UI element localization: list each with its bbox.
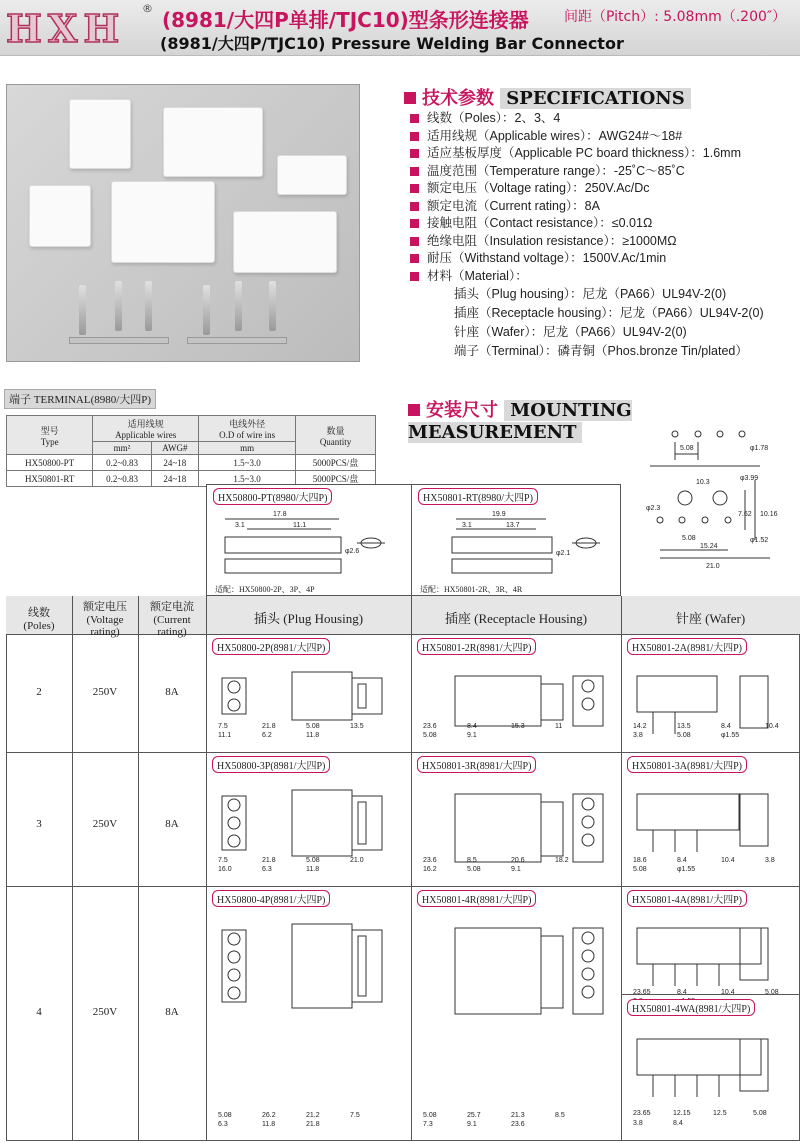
th-wires: 适用线规 Applicable wires bbox=[93, 416, 199, 442]
dim-label: 15.3 bbox=[511, 723, 525, 730]
plug-part-tag: HX50800-2P(8981/大四P) bbox=[212, 638, 330, 655]
dim-label: 7.3 bbox=[423, 1121, 433, 1128]
dim-label: 13.5 bbox=[677, 723, 691, 730]
receptacle-part-tag: HX50801-2R(8981/大四P) bbox=[417, 638, 536, 655]
plug-diagram bbox=[210, 654, 407, 750]
bullet-icon bbox=[410, 254, 419, 263]
receptacle-drawing-cell bbox=[411, 886, 621, 1141]
terminal-pt-note: 适配：HX50800-2P、3P、4P bbox=[215, 585, 315, 594]
plug-drawing-cell bbox=[206, 886, 411, 1141]
housing-photo-3 bbox=[277, 155, 347, 195]
receptacle-part-tag: HX50801-4R(8981/大四P) bbox=[417, 890, 536, 907]
wafer-part-tag: HX50801-2A(8981/大四P) bbox=[627, 638, 747, 655]
mounting-heading: 安装尺寸 MOUNTING MEASUREMENT bbox=[408, 400, 632, 443]
terminal-pin-photo bbox=[235, 281, 242, 331]
terminal-tag: 端子 TERMINAL(8980/大四P) bbox=[4, 389, 156, 409]
dim-label: 5.08 bbox=[677, 732, 691, 739]
plug-diagram bbox=[210, 906, 407, 1139]
table-row: HX50800-PT 0.2~0.83 24~18 1.5~3.0 5000PCS/盘 bbox=[7, 455, 376, 471]
dim-label: 3.1 bbox=[235, 522, 245, 529]
brand-logo: HXH bbox=[6, 6, 126, 51]
bullet-icon bbox=[410, 272, 419, 281]
th-current: 额定电流 (Current rating) bbox=[150, 601, 194, 638]
dim-label: 8.5 bbox=[555, 1112, 565, 1119]
pitch-value: 5.08mm（.200″） bbox=[663, 9, 787, 25]
pitch-info bbox=[564, 6, 786, 26]
dim-label: 16.2 bbox=[423, 866, 437, 873]
pcb-dim: 7.62 bbox=[738, 511, 752, 518]
dim-label: 3.8 bbox=[633, 1120, 643, 1127]
wafer-b-diagram bbox=[625, 1017, 796, 1137]
bullet-icon bbox=[410, 132, 419, 141]
housing-photo-6 bbox=[233, 211, 337, 273]
pcb-dim: 5.08 bbox=[680, 445, 694, 452]
dim-label: 16.0 bbox=[218, 866, 232, 873]
pcb-dim: 5.08 bbox=[682, 535, 696, 542]
plug-diagram bbox=[210, 772, 407, 884]
spec-item: 接触电阻（Contact resistance）：≤0.01Ω bbox=[410, 213, 798, 231]
dim-label: 8.4 bbox=[677, 989, 687, 996]
dim-label: 8.4 bbox=[467, 723, 477, 730]
dim-label: 5.08 bbox=[753, 1110, 767, 1117]
dim-label: 10.4 bbox=[765, 723, 779, 730]
th-type: 型号 Type bbox=[7, 416, 93, 455]
dim-label: 11.8 bbox=[306, 732, 320, 739]
th-qty: 数量 Quantity bbox=[296, 416, 376, 455]
dim-label: 20.6 bbox=[511, 857, 525, 864]
terminal-pin-photo bbox=[269, 281, 276, 331]
specifications-heading: 技术参数 SPECIFICATIONS bbox=[404, 84, 691, 110]
wafer-diagram bbox=[625, 772, 796, 884]
dim-label: 21.8 bbox=[262, 857, 276, 864]
material-item: 针座（Wafer）：尼龙（PA66）UL94V-2(0) bbox=[454, 325, 687, 339]
pcb-dim: φ2.3 bbox=[646, 505, 661, 512]
dim-label: 6.3 bbox=[262, 866, 272, 873]
dim-label: 7.5 bbox=[218, 857, 228, 864]
cell-poles: 4 bbox=[36, 1006, 42, 1018]
product-photo bbox=[6, 84, 360, 362]
dim-label: 3.8 bbox=[765, 857, 775, 864]
dim-label: 10.4 bbox=[721, 989, 735, 996]
terminal-rt-note: 适配：HX50801-2R、3R、4R bbox=[420, 585, 523, 594]
th-awg: AWG# bbox=[151, 442, 198, 455]
cell-current: 8A bbox=[165, 686, 179, 698]
dim-label: 6.3 bbox=[218, 1121, 228, 1128]
pcb-dim: φ1.52 bbox=[750, 537, 769, 544]
cell-voltage: 250V bbox=[92, 1006, 118, 1018]
pcb-dim: 21.0 bbox=[706, 563, 720, 570]
dim-label: 14.2 bbox=[633, 723, 647, 730]
cell-current: 8A bbox=[165, 818, 179, 830]
bullet-icon bbox=[410, 219, 419, 228]
dim-label: 12.5 bbox=[713, 1110, 727, 1117]
dim-label: 8.4 bbox=[673, 1120, 683, 1127]
spec-item: 适应基板厚度（Applicable PC board thickness）：1.6mm bbox=[410, 143, 798, 161]
heading-bullet-icon bbox=[408, 404, 420, 416]
spec-item: 耐压（Withstand voltage）：1500V.Ac/1min bbox=[410, 248, 798, 266]
dim-label: 19.9 bbox=[492, 511, 506, 518]
pitch-label: 间距（Pitch）: bbox=[564, 9, 659, 25]
dim-label: 10.4 bbox=[721, 857, 735, 864]
th-plug: 插头 (Plug Housing) bbox=[253, 611, 364, 626]
terminal-rt-tag: HX50801-RT(8980/大四P) bbox=[418, 488, 538, 505]
page-title-en: (8981/大四P/TJC10) Pressure Welding Bar Connector bbox=[160, 34, 624, 53]
dim-label: 11.1 bbox=[218, 732, 232, 739]
dim-label: 18.2 bbox=[555, 857, 569, 864]
th-receptacle: 插座 (Receptacle Housing) bbox=[444, 611, 588, 626]
dim-label: 5.08 bbox=[423, 732, 437, 739]
wafer-b-part-tag: HX50801-4WA(8981/大四P) bbox=[627, 999, 755, 1016]
plug-part-tag: HX50800-4P(8981/大四P) bbox=[212, 890, 330, 907]
dim-label: 21.2 bbox=[306, 1112, 320, 1119]
material-item: 插座（Receptacle housing）：尼龙（PA66）UL94V-2(0) bbox=[454, 306, 764, 320]
dim-label: 17.8 bbox=[273, 511, 287, 518]
plug-drawing-cell bbox=[206, 752, 411, 886]
dim-label: 5.08 bbox=[765, 989, 779, 996]
plug-drawing-cell bbox=[206, 634, 411, 752]
dim-label: 5.08 bbox=[467, 866, 481, 873]
dim-label: 23.6 bbox=[423, 723, 437, 730]
page-title-cn: (8981/大四P单排/TJC10)型条形连接器 bbox=[162, 8, 529, 32]
pcb-dim: φ3.99 bbox=[740, 475, 759, 482]
spec-item: 适用线规（Applicable wires）：AWG24#～18# bbox=[410, 126, 798, 144]
cell-current: 8A bbox=[165, 1006, 179, 1018]
wafer-part-tag: HX50801-4A(8981/大四P) bbox=[627, 890, 747, 907]
wafer-diagram bbox=[625, 654, 796, 750]
terminal-table bbox=[6, 415, 376, 487]
bullet-icon bbox=[410, 149, 419, 158]
terminal-carrier-photo bbox=[187, 337, 287, 344]
cell-poles: 3 bbox=[36, 818, 42, 830]
spec-item: 温度范围（Temperature range）：-25˚C～85˚C bbox=[410, 161, 798, 179]
dim-label: 7.5 bbox=[350, 1112, 360, 1119]
bullet-icon bbox=[410, 184, 419, 193]
table-row: HX50801-RT 0.2~0.83 24~18 1.5~3.0 5000PCS/盘 bbox=[7, 471, 376, 487]
dim-label: 18.6 bbox=[633, 857, 647, 864]
material-list bbox=[454, 284, 764, 360]
terminal-carrier-photo bbox=[69, 337, 169, 344]
terminal-pin-photo bbox=[203, 285, 210, 335]
material-item: 插头（Plug housing）：尼龙（PA66）UL94V-2(0) bbox=[454, 287, 727, 301]
housing-photo-5 bbox=[111, 181, 215, 263]
receptacle-drawing-cell bbox=[411, 752, 621, 886]
dim-label: 11 bbox=[555, 723, 563, 730]
dim-label: 8.4 bbox=[721, 723, 731, 730]
dim-label: 6.2 bbox=[262, 732, 272, 739]
material-item: 端子（Terminal）：磷青铜（Phos.bronze Tin/plated） bbox=[454, 344, 748, 358]
receptacle-diagram bbox=[415, 772, 617, 884]
receptacle-diagram bbox=[415, 906, 617, 1139]
housing-photo-2 bbox=[163, 107, 263, 177]
dim-label: 11.8 bbox=[306, 866, 320, 873]
housing-photo-4 bbox=[29, 185, 91, 247]
wafer-b-drawing-cell bbox=[621, 994, 800, 1141]
pcb-dim: φ1.78 bbox=[750, 445, 769, 452]
receptacle-part-tag: HX50801-3R(8981/大四P) bbox=[417, 756, 536, 773]
receptacle-drawing-cell bbox=[411, 634, 621, 752]
spec-item: 线数（Poles）：2、3、4 bbox=[410, 108, 798, 126]
wafer-part-tag: HX50801-3A(8981/大四P) bbox=[627, 756, 747, 773]
dim-label: 23.6 bbox=[511, 1121, 525, 1128]
dim-label: 8.4 bbox=[677, 857, 687, 864]
housing-photo-1 bbox=[69, 99, 131, 169]
heading-bullet-icon bbox=[404, 92, 416, 104]
dim-label: 26.2 bbox=[262, 1112, 276, 1119]
dim-label: 23.65 bbox=[633, 989, 651, 996]
spec-list bbox=[410, 108, 798, 283]
plug-part-tag: HX50800-3P(8981/大四P) bbox=[212, 756, 330, 773]
dim-label: φ1.55 bbox=[721, 732, 740, 739]
receptacle-diagram bbox=[415, 654, 617, 750]
terminal-rt-drawing bbox=[411, 484, 621, 596]
grid-line bbox=[72, 596, 73, 1141]
dim-label: 8.5 bbox=[467, 857, 477, 864]
dim-label: 21.8 bbox=[306, 1121, 320, 1128]
th-wafer: 针座 (Wafer) bbox=[675, 611, 746, 626]
grid-line bbox=[138, 596, 139, 1141]
bullet-icon bbox=[410, 114, 419, 123]
dim-label: 11.1 bbox=[293, 522, 307, 529]
terminal-pin-photo bbox=[115, 281, 122, 331]
wafer-drawing-cell bbox=[621, 634, 800, 752]
dim-label: 23.6 bbox=[423, 857, 437, 864]
dim-label: 5.08 bbox=[633, 866, 647, 873]
dim-label: 11.8 bbox=[262, 1121, 276, 1128]
dim-label: 5.08 bbox=[306, 723, 320, 730]
spec-item: 绝缘电阻（Insulation resistance）：≥1000MΩ bbox=[410, 231, 798, 249]
dim-label: 9.1 bbox=[467, 1121, 477, 1128]
spec-item: 材料（Material）： bbox=[410, 266, 798, 284]
pcb-dim: 15.24 bbox=[700, 543, 718, 550]
pcb-dim: 10.3 bbox=[696, 479, 710, 486]
terminal-pt-diagram bbox=[211, 507, 407, 583]
dim-label: 5.08 bbox=[218, 1112, 232, 1119]
dim-label: 9.1 bbox=[511, 866, 521, 873]
th-voltage: 额定电压 (Voltage rating) bbox=[83, 601, 127, 638]
cell-poles: 2 bbox=[36, 686, 42, 698]
pcb-dim: 10.16 bbox=[760, 511, 778, 518]
terminal-pt-tag: HX50800-PT(8980/大四P) bbox=[213, 488, 332, 505]
dim-label: 5.08 bbox=[306, 857, 320, 864]
terminal-pin-photo bbox=[79, 285, 86, 335]
spec-item: 额定电压（Voltage rating）：250V.Ac/Dc bbox=[410, 178, 798, 196]
dim-label: φ1.55 bbox=[677, 866, 696, 873]
dim-label: 12.15 bbox=[673, 1110, 691, 1117]
dim-label: 13.7 bbox=[506, 522, 520, 529]
dim-label: 21.0 bbox=[350, 857, 364, 864]
dim-label: 21.8 bbox=[262, 723, 276, 730]
dim-label: 7.5 bbox=[218, 723, 228, 730]
terminal-rt-diagram bbox=[416, 507, 616, 583]
th-mm: mm bbox=[199, 442, 296, 455]
registered-mark: ® bbox=[142, 2, 153, 15]
dim-label: φ2.6 bbox=[345, 548, 360, 555]
bullet-icon bbox=[410, 237, 419, 246]
bullet-icon bbox=[410, 202, 419, 211]
dim-label: 23.65 bbox=[633, 1110, 651, 1117]
cell-voltage: 250V bbox=[92, 818, 118, 830]
dim-label: 25.7 bbox=[467, 1112, 481, 1119]
terminal-pt-drawing bbox=[206, 484, 412, 596]
th-od: 电线外径 O.D of wire ins bbox=[199, 416, 296, 442]
th-poles: 线数 (Poles) bbox=[23, 607, 55, 632]
th-mm2: mm² bbox=[93, 442, 151, 455]
dim-label: 3.1 bbox=[462, 522, 472, 529]
cell-voltage: 250V bbox=[92, 686, 118, 698]
dim-label: 5.08 bbox=[423, 1112, 437, 1119]
terminal-pin-photo bbox=[145, 281, 152, 331]
dim-label: 9.1 bbox=[467, 732, 477, 739]
pcb-layout-drawing bbox=[620, 420, 798, 590]
dim-label: 13.5 bbox=[350, 723, 364, 730]
dim-label: 21.3 bbox=[511, 1112, 525, 1119]
spec-item: 额定电流（Current rating）：8A bbox=[410, 196, 798, 214]
wafer-drawing-cell bbox=[621, 752, 800, 886]
dim-label: 3.8 bbox=[633, 732, 643, 739]
dim-label: φ2.1 bbox=[556, 550, 571, 557]
bullet-icon bbox=[410, 167, 419, 176]
